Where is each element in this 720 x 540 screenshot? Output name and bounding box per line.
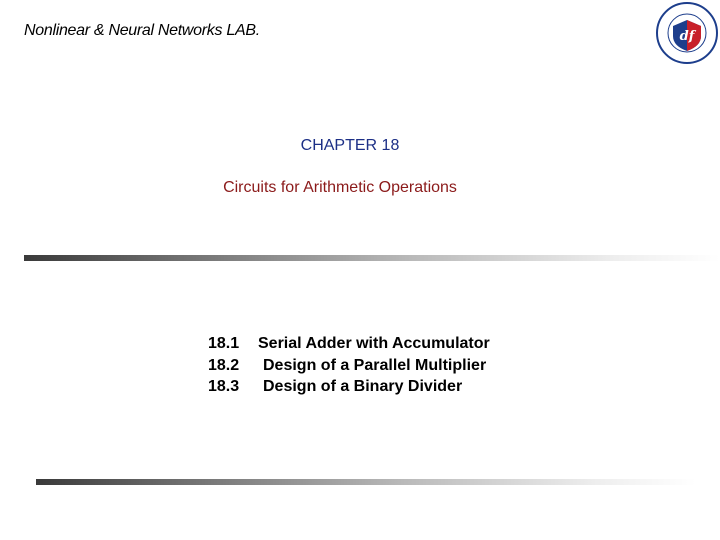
section-item: [208, 376, 490, 398]
section-title: Design of a Parallel Multiplier: [263, 356, 487, 374]
chapter-title: Circuits for Arithmetic Operations: [223, 179, 457, 196]
bottom-divider: [36, 479, 696, 485]
section-number: 18.2: [208, 356, 240, 374]
university-seal-logo: [656, 2, 718, 64]
section-item: [208, 333, 490, 355]
top-divider: [24, 255, 720, 261]
svg-text:df: df: [679, 29, 695, 44]
section-item: [208, 355, 490, 377]
chapter-number: CHAPTER 18: [300, 137, 400, 154]
section-number: 18.1: [208, 335, 240, 352]
section-number: 18.3: [208, 378, 240, 395]
section-title: Serial Adder with Accumulator: [258, 335, 490, 352]
lab-name-header: Nonlinear & Neural Networks LAB.: [24, 22, 260, 39]
section-list: [208, 333, 490, 398]
section-title: Design of a Binary Divider: [263, 378, 463, 395]
